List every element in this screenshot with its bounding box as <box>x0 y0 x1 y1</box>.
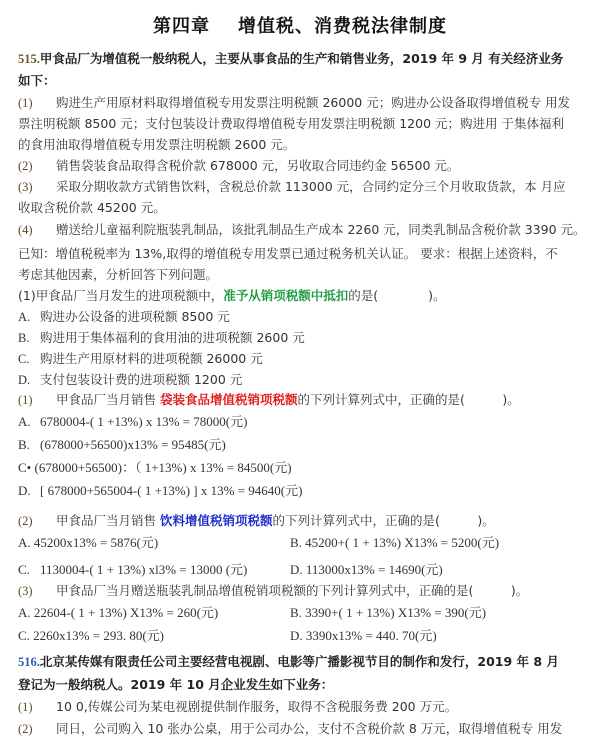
chapter-name: 增值税、消费税法律制度 <box>238 16 447 37</box>
q515-item-4: (4) 赠送给儿童福利院瓶装乳制品，该批乳制品生产成本 2260 元，同类乳制品含税价款 3390 元。 <box>18 222 586 237</box>
q516-item-2: (2) 同日，公司购入 10 张办公桌，用于公司办公，支付不含税价款 8 万元，取得增值税专 用发 <box>18 721 563 736</box>
question-number: 516. <box>18 655 40 669</box>
q515-item-3-line2: 收取含税价款 45200 元。 <box>18 200 166 215</box>
highlight-packaged-food-output-tax: 袋装食品增值税销项税额 <box>159 392 298 407</box>
q515-sub3-stem: (2) 甲食品厂当月销售 饮料增值税销项税额的下列计算列式中，正确的是( )。 <box>18 513 495 528</box>
q515-item-2: (2) 销售袋装食品取得含税价款 678000 元，另收取合同违约金 56500 元。 <box>18 158 460 173</box>
q515-sub4-option-a: A. 22604-( 1 + 13%) X13% = 260(元) <box>18 605 219 620</box>
highlight-deductible: 准予从销项税额中抵扣 <box>223 288 349 303</box>
q515-sub2-stem: (1) 甲食品厂当月销售 袋装食品增值税销项税额的下列计算列式中，正确的是( )。 <box>18 392 520 407</box>
q515-sub2-option-b: B. (678000+56500)x13% = 95485(元) <box>18 437 226 452</box>
q516-intro-line1: 516.北京某传媒有限责任公司主要经营电视剧、电影等广播影视节目的制作和发行，2019 年 8 月 <box>18 654 559 669</box>
q515-sub3-option-b: B. 45200+( 1 + 13%) X13% = 5200(元) <box>290 535 500 550</box>
q515-sub4-option-c: C. 2260x13% = 293. 80(元) <box>18 628 164 643</box>
q515-sub2-option-c: C• (678000+56500)：（ 1+13%) x 13% = 84500(元) <box>18 460 292 475</box>
q515-item-3-line1: (3) 采取分期收款方式销售饮料，含税总价款 113000 元，合同约定分三个月收取货款，本 月应 <box>18 179 566 194</box>
chapter-title <box>0 12 600 38</box>
q515-item-1-line1: (1) 购进生产用原材料取得增值税专用发票注明税额 26000 元；购进办公设备取得增值税专 用发 <box>18 95 571 110</box>
q515-known-line1: 已知：增值税税率为 13%,取得的增值税专用发票已通过税务机关认证。 要求：根据上述资料，不 <box>18 246 558 261</box>
q515-known-line2: 考虑其他因素，分析回答下列问题。 <box>18 267 219 282</box>
q515-item-1-line2: 票注明税额 8500 元；支付包装设计费取得增值税专用发票注明税额 1200 元；购进用 于集体福利 <box>18 116 564 131</box>
chapter-number: 第四章 <box>153 16 210 37</box>
q515-sub1-stem: (1)甲食品厂当月发生的进项税额中，准予从销项税额中抵扣的是( )。 <box>18 288 446 303</box>
highlight-beverage-output-tax: 饮料增值税销项税额 <box>159 513 273 528</box>
q515-sub3-option-a: A. 45200x13% = 5876(元) <box>18 535 159 550</box>
q515-sub4-option-d: D. 3390x13% = 440. 70(元) <box>290 628 437 643</box>
q515-sub3-option-c: C. 1130004-( 1 + 13%) xl3% = 13000 (元) <box>18 562 248 577</box>
q515-sub4-option-b: B. 3390+( 1 + 13%) X13% = 390(元) <box>290 605 487 620</box>
q515-sub2-option-d: D. [ 678000+565004-( 1 +13%) ] x 13% = 94640(元) <box>18 483 303 498</box>
q515-intro-line1: 515.甲食品厂为增值税一般纳税人，主要从事食品的生产和销售业务，2019 年 9 月 有关经济业务 <box>18 51 564 66</box>
q515-item-1-line3: 的食用油取得增值税专用发票注明税额 2600 元。 <box>18 137 296 152</box>
q515-sub4-stem: (3) 甲食品厂当月赠送瓶装乳制品增值税销项税额的下列计算列式中，正确的是( )。 <box>18 583 529 598</box>
q515-sub3-option-d: D. 113000x13% = 14690(元) <box>290 562 443 577</box>
q515-intro-line2: 如下： <box>18 73 56 88</box>
q515-sub2-option-a: A. 6780004-( 1 +13%) x 13% = 78000(元) <box>18 414 248 429</box>
q515-sub1-option-b: B. 购进用于集体福利的食用油的进项税额 2600 元 <box>18 330 305 345</box>
q515-sub1-option-d: D. 支付包装设计费的进项税额 1200 元 <box>18 372 243 387</box>
q515-sub1-option-c: C. 购进生产用原材料的进项税额 26000 元 <box>18 351 263 366</box>
question-number: 515. <box>18 52 40 66</box>
q516-item-1: (1) 10 0,传媒公司为某电视剧提供制作服务，取得不含税服务费 200 万元。 <box>18 699 458 714</box>
q515-sub1-option-a: A. 购进办公设备的进项税额 8500 元 <box>18 309 230 324</box>
q516-intro-line2: 登记为一般纳税人。2019 年 10 月企业发生如下业务： <box>18 677 334 692</box>
